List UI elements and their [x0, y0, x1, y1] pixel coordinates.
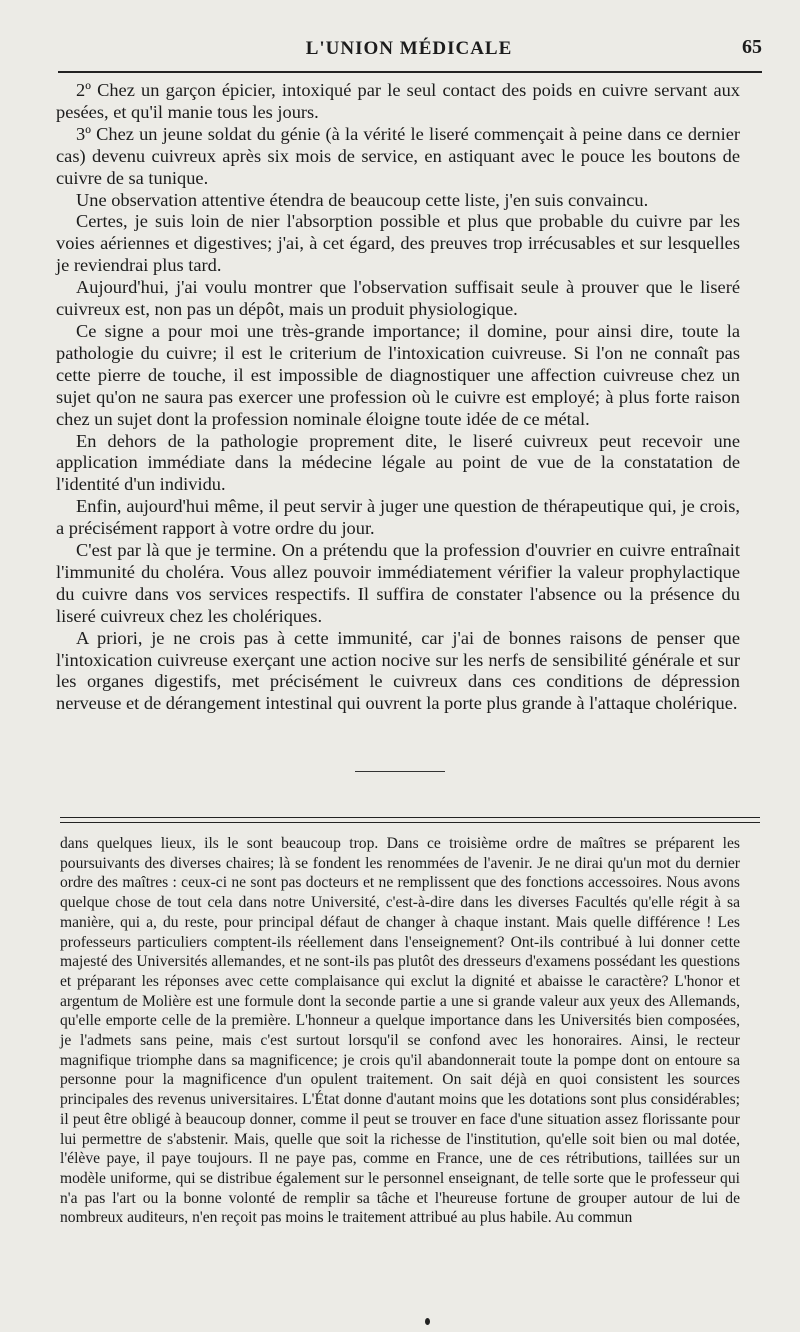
article-body [56, 80, 740, 715]
running-head [56, 34, 762, 64]
paragraph-a-priori: A priori, je ne crois pas à cette immunité, car j'ai de bonnes raisons de penser que l'intoxication cuivreuse exerçant une action nocive sur les nerfs de sensibilité générale et sur les organes digestifs, met précisément le cuivreux dans ces conditions de dépression nerveuse et de dérangement intestinal qui ouvrent la porte plus grande à l'attaque cholérique. [56, 627, 740, 714]
paragraph-case-2: 2º Chez un garçon épicier, intoxiqué par le seul contact des poids en cuivre servant aux pesées, et qu'il manie tous les jours. [56, 80, 740, 122]
feuilleton-separator [60, 817, 760, 823]
paragraph-absorption: Certes, je suis loin de nier l'absorption possible et plus que probable du cuivre par les voies aériennes et digestives; j'ai, à cet égard, des preuves trop irrécusables et sur lesquelles je reviendrai plus tard. [56, 211, 740, 276]
end-of-article-rule [355, 771, 445, 772]
paragraph-case-3: 3º Chez un jeune soldat du génie (à la vérité le liseré commençait à peine dans ce dernier cas) devenu cuivreux après six mois de service, en astiquant avec le pouce les boutons de cuivre de sa tunique. [56, 123, 740, 188]
page-number: 65 [742, 36, 762, 58]
paragraph-physiological-product: Aujourd'hui, j'ai voulu montrer que l'observation suffisait seule à prouver que le liseré cuivreux est, non pas un dépôt, mais un produit physiologique. [56, 277, 740, 320]
paragraph-therapeutics: Enfin, aujourd'hui même, il peut servir à juger une question de thérapeutique qui, je crois, a précisément rapport à votre ordre du jour. [56, 496, 740, 539]
paragraph-observation: Une observation attentive étendra de beaucoup cette liste, j'en suis convaincu. [76, 189, 649, 210]
header-rule [58, 71, 762, 73]
feuilleton-section [60, 834, 740, 1228]
paragraph-legal-medicine: En dehors de la pathologie proprement dite, le liseré cuivreux peut recevoir une application immédiate dans la médecine légale au point de vue de la constatation de l'identité d'un individu. [56, 430, 740, 495]
running-title: L'UNION MÉDICALE [305, 38, 513, 59]
paragraph-cholera-immunity: C'est par là que je termine. On a prétendu que la profession d'ouvrier en cuivre entraînait l'immunité du choléra. Vous allez pouvoir immédiatement vérifier la valeur prophylactique du cuivre dans vos services respectifs. Il suffira de constater l'absence ou la présence du liseré cuivreux chez les cholériques. [56, 540, 740, 626]
feuilleton-paragraph: dans quelques lieux, ils le sont beaucoup trop. Dans ce troisième ordre de maîtres se préparent les poursuivants des diverses chaires; là se fondent les renommées de l'avenir. Je ne dirai qu'un mot du dernier ordre des maîtres : ceux-ci ne sont pas docteurs et ne remplissent que des fonctions accessoires. Nous avons quelque chose de tout cela dans notre Université, c'est-à-dire dans les diverses Facultés qu'elle régit à sa manière, qui a, du reste, pour principal défaut de changer à chaque instant. Mais quelle différence ! Les professeurs particuliers comptent-ils réellement dans l'enseignement? Ont-ils contribué à lui donner cette majesté des Universités allemandes, et ne sont-ils pas plutôt des dresseurs d'examens possédant les questions et préparant les réponses avec cette complaisance qui exclut la dignité et abaisse le caractère? L'honor et argentum de Molière est une formule dont la seconde partie a une si grande valeur aux yeux des Allemands, qu'elle emporte celle de la première. L'honneur a quelque importance dans les Universités bien composées, je l'admets sans peine, mais c'est surtout lorsqu'il se confond avec les honoraires. Ainsi, le recteur magnifique triomphe dans sa magnificence; je crois qu'il abandonnerait toute la pompe dont on entoure sa personne pour la magnificence d'un opulent traitement. On sait déjà en quoi consistent les sources principales des revenus universitaires. L'État donne d'autant moins que les dotations sont plus considérables; il peut être obligé à beaucoup donner, comme il peut se trouver en face d'une situation assez florissante pour lui permettre de s'abstenir. Mais, quelle que soit la richesse de l'institution, qu'elle soit bien ou mal dotée, l'élève paye, il paye toujours. Il ne paye pas, comme en France, une de ces rétributions, taillées sur un modèle uniforme, qui se distribue également sur le personnel enseignant, de telle sorte que le professeur qui n'a pas l'art ou la bonne volonté de remplir sa tâche et l'heureuse fortune de grouper autour de lui de nombreux auditeurs, n'en reçoit pas moins le traitement attribué au plus habile. Au commun [60, 835, 740, 1227]
page-mark [425, 1318, 430, 1325]
paragraph-criterium: Ce signe a pour moi une très-grande importance; il domine, pour ainsi dire, toute la pathologie du cuivre; il est le criterium de l'intoxication cuivreuse. Si l'on ne connaît pas cette pierre de touche, il est impossible de diagnostiquer une affection cuivreuse chez un sujet qu'on ne saura pas exercer une profession où le cuivre est employé; à plus forte raison chez un sujet dont la profession nominale éloigne toute idée de ce métal. [56, 320, 740, 429]
